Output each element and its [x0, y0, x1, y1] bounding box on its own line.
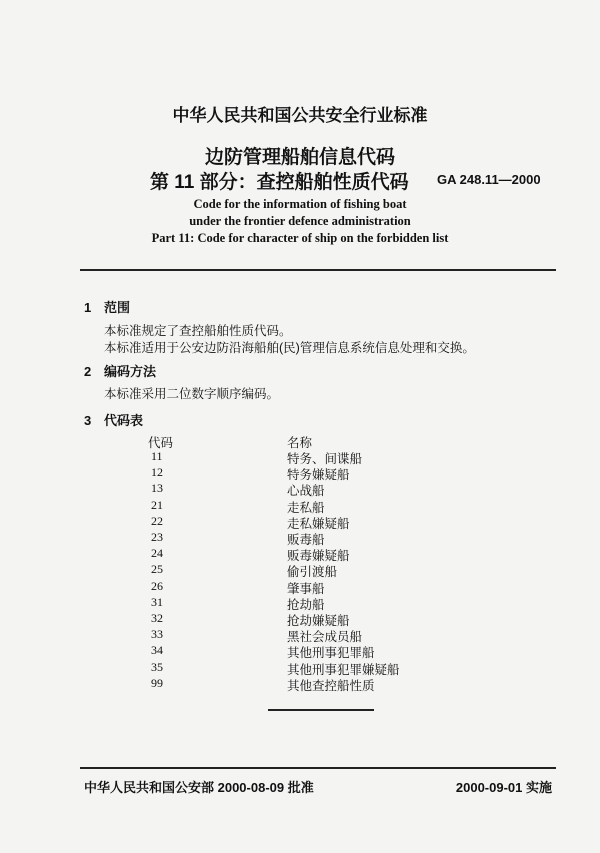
name-cell: 心战船	[287, 484, 325, 499]
code-cell: 26	[151, 578, 163, 593]
code-cell: 35	[151, 659, 163, 674]
name-cell: 其他刑事犯罪嫌疑船	[287, 662, 400, 677]
table-end-rule	[268, 709, 374, 711]
approval-date: 中华人民共和国公安部 2000-08-09 批准	[84, 780, 314, 795]
code-cell: 12	[151, 465, 163, 480]
name-cell: 特务、间谍船	[287, 452, 363, 466]
code-cell: 24	[151, 546, 163, 561]
section-heading: 1 范围	[84, 300, 131, 315]
code-cell: 22	[151, 513, 163, 528]
name-cell: 肇事船	[287, 581, 325, 596]
name-cell: 贩毒船	[287, 533, 325, 547]
header-divider	[80, 269, 556, 271]
code-cell: 11	[151, 449, 163, 463]
code-cell: 21	[151, 497, 163, 512]
name-cell: 其他查控船性质	[287, 678, 375, 693]
name-cell: 特务嫌疑船	[287, 468, 350, 483]
implementation-date: 2000-09-01 实施	[455, 780, 552, 795]
name-cell: 走私船	[287, 500, 325, 515]
english-title-line: Part 11: Code for character of ship on the forbidden list	[151, 231, 449, 245]
paragraph: 本标准规定了查控船舶性质代码。	[104, 324, 292, 338]
section-heading: 2 编码方法	[84, 364, 157, 379]
code-cell: 34	[151, 643, 163, 658]
code-cell: 25	[151, 562, 163, 577]
document-title: 边防管理船舶信息代码	[204, 147, 395, 168]
footer-divider	[80, 767, 556, 769]
section-heading: 3 代码表	[84, 413, 144, 428]
code-cell: 32	[151, 611, 163, 625]
name-cell: 黑社会成员船	[287, 630, 363, 645]
code-cell: 31	[151, 594, 163, 609]
name-cell: 贩毒嫌疑船	[287, 549, 350, 564]
name-cell: 抢劫船	[287, 597, 325, 612]
name-cell: 抢劫嫌疑船	[287, 614, 350, 628]
standard-category-header: 中华人民共和国公共安全行业标准	[172, 106, 428, 125]
name-cell: 走私嫌疑船	[287, 516, 350, 531]
code-cell: 23	[151, 530, 163, 544]
table-header-code: 代码	[148, 436, 174, 450]
code-cell: 99	[151, 675, 163, 690]
document-subtitle: 第 11 部分：查控船舶性质代码	[150, 172, 409, 193]
english-title-line: Code for the information of fishing boat	[193, 197, 407, 211]
english-title-line: under the frontier defence administration	[189, 214, 411, 228]
paragraph: 本标准采用二位数字顺序编码。	[104, 387, 280, 401]
name-cell: 其他刑事犯罪船	[287, 646, 375, 661]
code-cell: 13	[151, 481, 163, 496]
standard-number: GA 248.11—2000	[437, 172, 541, 187]
name-cell: 偷引渡船	[287, 565, 338, 580]
table-header-name: 名称	[287, 436, 313, 450]
paragraph: 本标准适用于公安边防沿海船舶(民)管理信息系统信息处理和交换。	[104, 341, 475, 355]
code-cell: 33	[151, 627, 163, 642]
